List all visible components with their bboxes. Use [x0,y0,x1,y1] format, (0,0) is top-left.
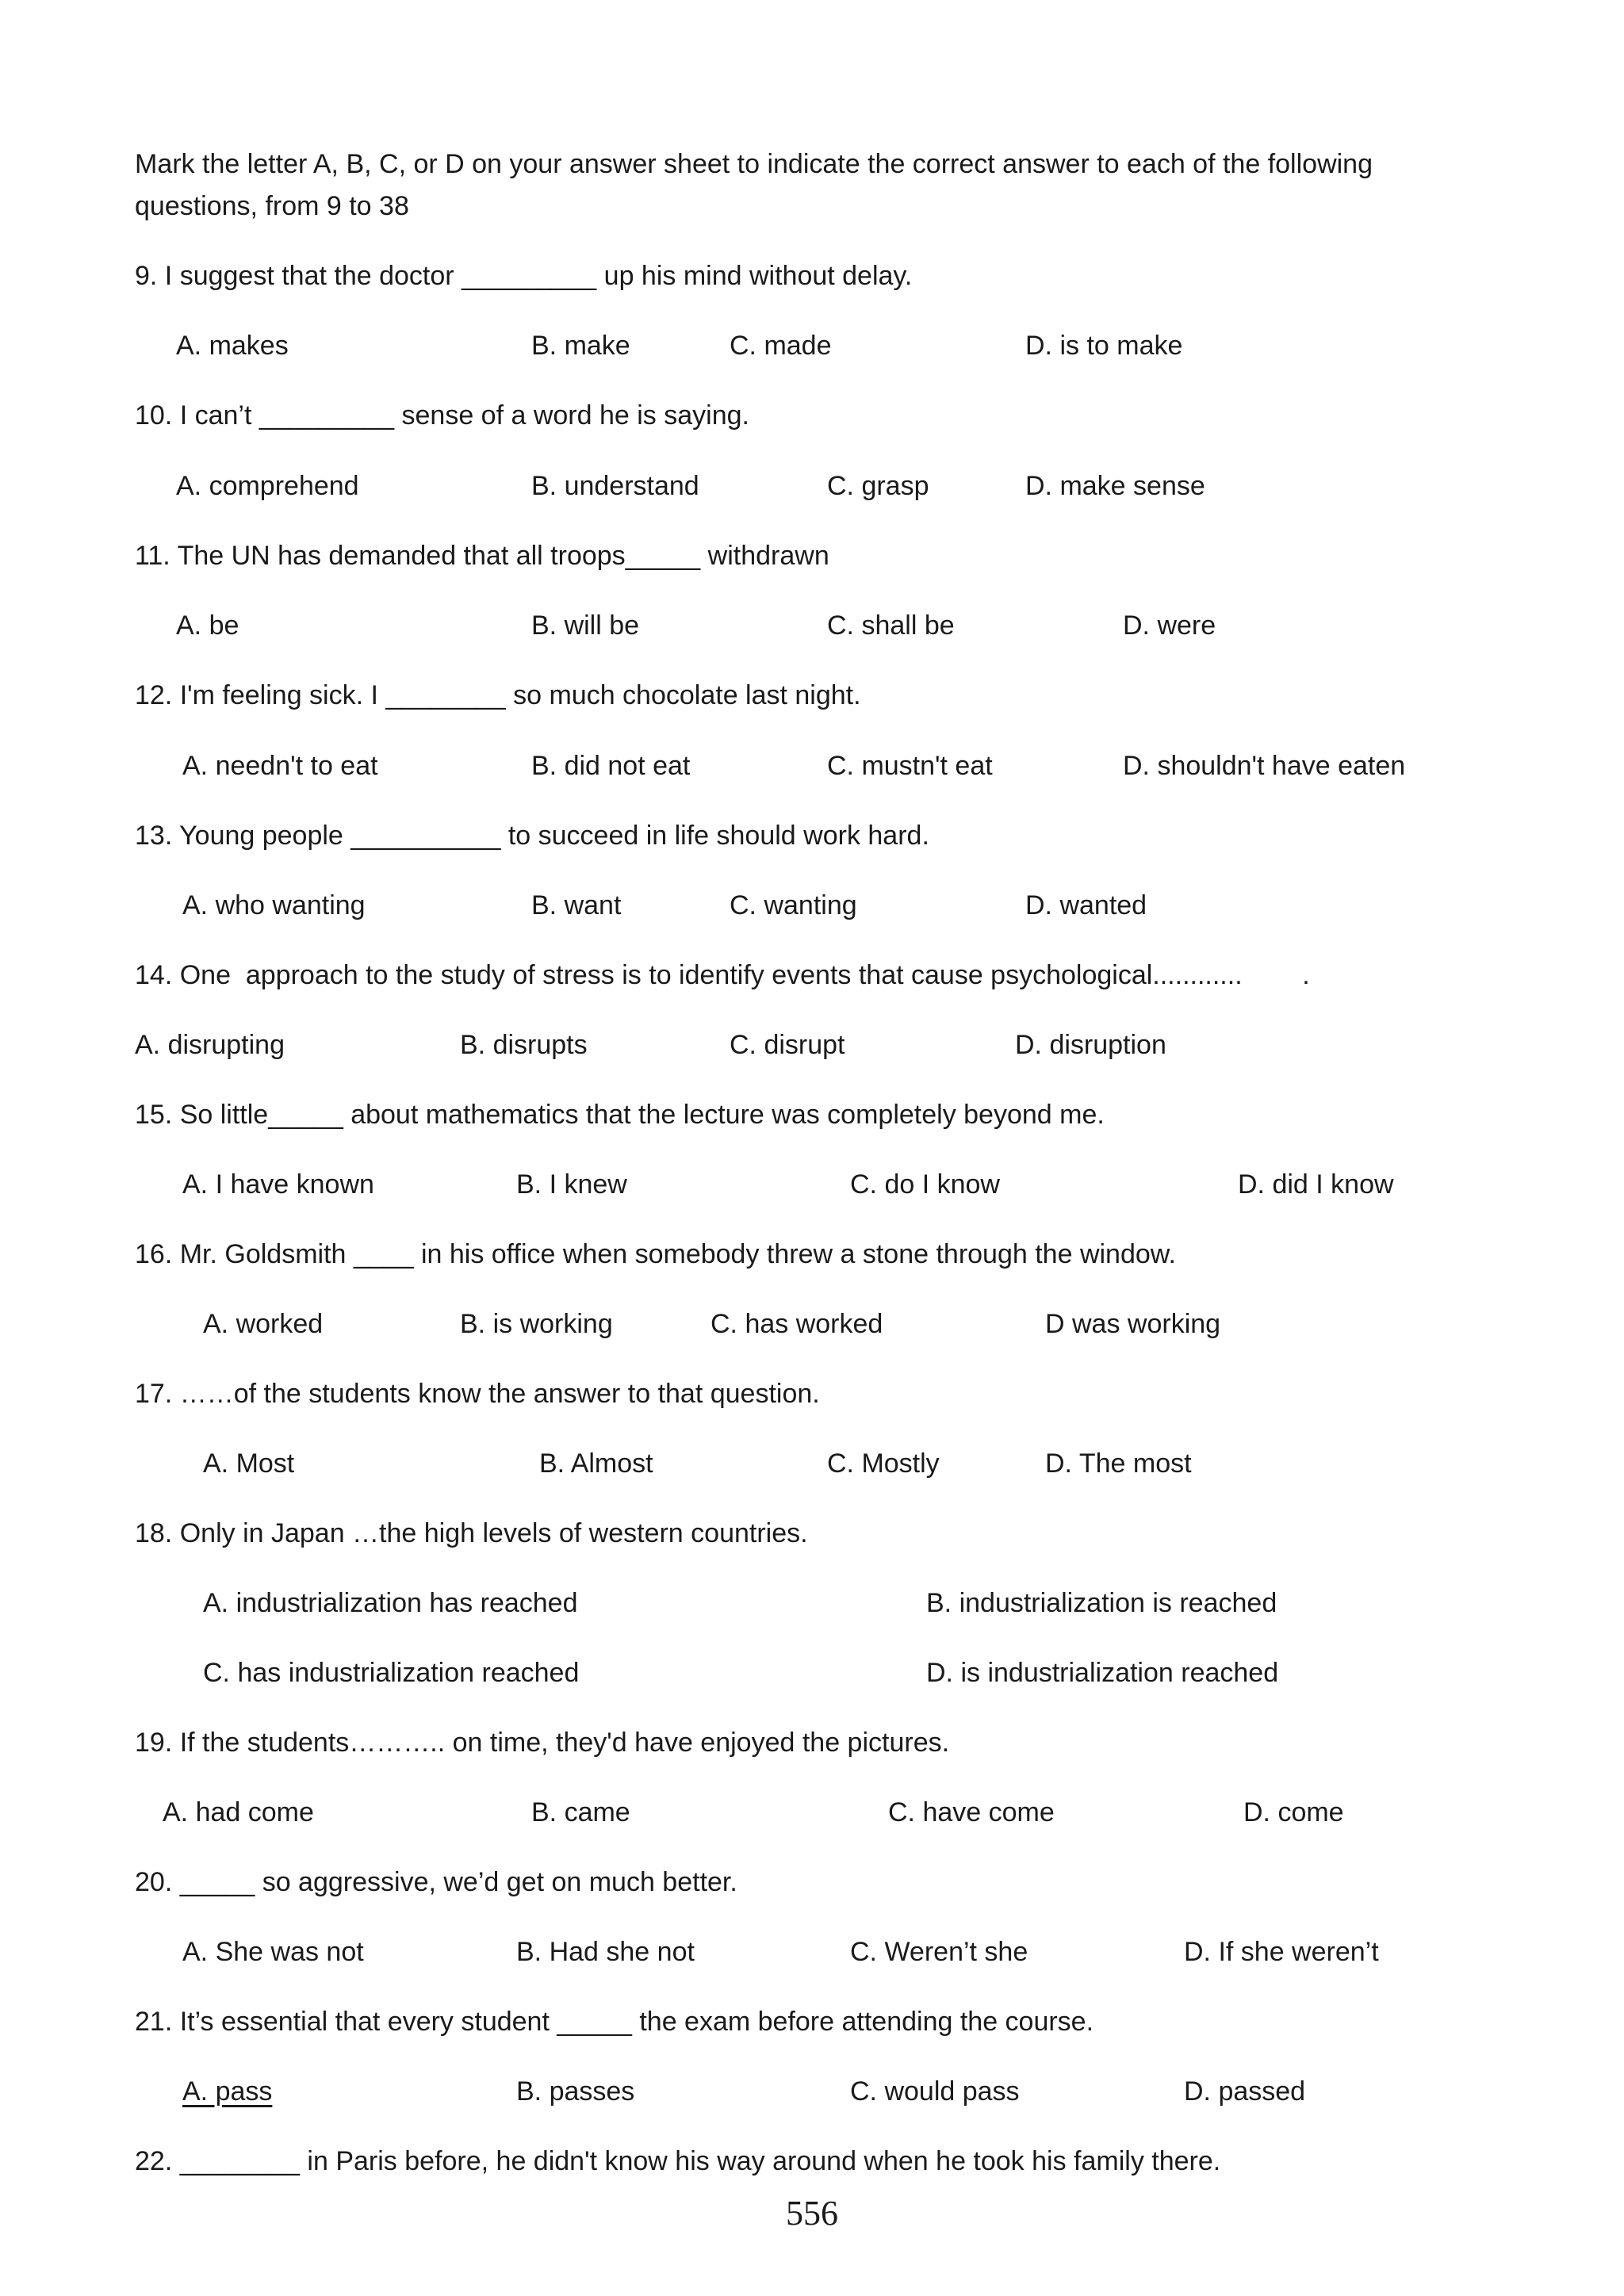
q18-option-a: A. industrialization has reached [203,1588,578,1618]
q20-option-a: A. She was not [182,1937,364,1967]
question-17: 17. ……of the students know the answer to that question. [135,1379,820,1409]
q12-option-a: A. needn't to eat [182,751,378,781]
q14-option-b: B. disrupts [460,1030,588,1060]
question-19: 19. If the students……….. on time, they'd have enjoyed the pictures. [135,1728,950,1758]
q20-option-b: B. Had she not [516,1937,695,1967]
question-15: 15. So little_____ about mathematics that the lecture was completely beyond me. [135,1100,1105,1130]
q11-option-d: D. were [1123,610,1216,641]
question-11: 11. The UN has demanded that all troops_____ withdrawn [135,541,829,571]
page-number: 556 [786,2194,838,2233]
q10-option-d: D. make sense [1025,471,1205,501]
question-18: 18. Only in Japan …the high levels of western countries. [135,1518,808,1548]
q17-option-b: B. Almost [539,1448,653,1479]
q15-option-c: C. do I know [850,1169,1000,1200]
q14-option-a: A. disrupting [135,1030,285,1060]
q16-option-c: C. has worked [710,1309,883,1339]
q13-option-c: C. wanting [730,890,857,920]
q9-option-a: A. makes [176,331,289,361]
q18-option-c: C. has industrialization reached [203,1658,580,1688]
q15-option-d: D. did I know [1238,1169,1394,1200]
q9-option-b: B. make [531,331,630,361]
q11-option-b: B. will be [531,610,640,641]
q10-option-b: B. understand [531,471,699,501]
q9-option-d: D. is to make [1025,331,1183,361]
question-16: 16. Mr. Goldsmith ____ in his office when somebody threw a stone through the window. [135,1239,1176,1269]
q21-option-c: C. would pass [850,2076,1020,2107]
q14-option-c: C. disrupt [730,1030,845,1060]
q10-option-a: A. comprehend [176,471,359,501]
instructions-line-2: questions, from 9 to 38 [135,191,409,221]
q13-option-d: D. wanted [1025,890,1147,920]
q16-option-a: A. worked [203,1309,324,1339]
q11-option-a: A. be [176,610,239,641]
q17-option-c: C. Mostly [827,1448,940,1479]
q16-option-d: D was working [1045,1309,1221,1339]
q12-option-c: C. mustn't eat [827,751,993,781]
q13-option-b: B. want [531,890,622,920]
q18-option-b: B. industrialization is reached [926,1588,1277,1618]
q19-option-d: D. come [1243,1797,1344,1827]
q18-option-d: D. is industrialization reached [926,1658,1279,1688]
q13-option-a: A. who wanting [182,890,366,920]
q21-option-d: D. passed [1184,2076,1306,2107]
q17-option-d: D. The most [1045,1448,1192,1479]
question-20: 20. _____ so aggressive, we’d get on much better. [135,1867,737,1897]
q21-option-a: A. pass [182,2076,273,2107]
question-21: 21. It’s essential that every student _____ the exam before attending the course. [135,2007,1094,2037]
question-22: 22. ________ in Paris before, he didn't know his way around when he took his family there. [135,2146,1221,2176]
q12-option-b: B. did not eat [531,751,691,781]
q19-option-c: C. have come [888,1797,1055,1827]
q16-option-b: B. is working [460,1309,613,1339]
question-13: 13. Young people __________ to succeed in life should work hard. [135,821,929,851]
question-9: 9. I suggest that the doctor _________ up his mind without delay. [135,261,913,291]
q11-option-c: C. shall be [827,610,955,641]
q20-option-d: D. If she weren’t [1184,1937,1379,1967]
q14-option-d: D. disruption [1015,1030,1166,1060]
q10-option-c: C. grasp [827,471,929,501]
q15-option-b: B. I knew [516,1169,627,1200]
q17-option-a: A. Most [203,1448,295,1479]
q15-option-a: A. I have known [182,1169,374,1200]
instructions-line-1: Mark the letter A, B, C, or D on your answer sheet to indicate the correct answer to each of the following [135,149,1373,179]
q21-option-b: B. passes [516,2076,635,2107]
q12-option-d: D. shouldn't have eaten [1123,751,1406,781]
q19-option-a: A. had come [163,1797,314,1827]
question-14: 14. One approach to the study of stress is to identify events that cause psychological............ . [135,960,1310,990]
question-10: 10. I can’t _________ sense of a word he is saying. [135,400,749,430]
q20-option-c: C. Weren’t she [850,1937,1028,1967]
q19-option-b: B. came [531,1797,630,1827]
question-12: 12. I'm feeling sick. I ________ so much chocolate last night. [135,680,861,710]
q9-option-c: C. made [730,331,832,361]
